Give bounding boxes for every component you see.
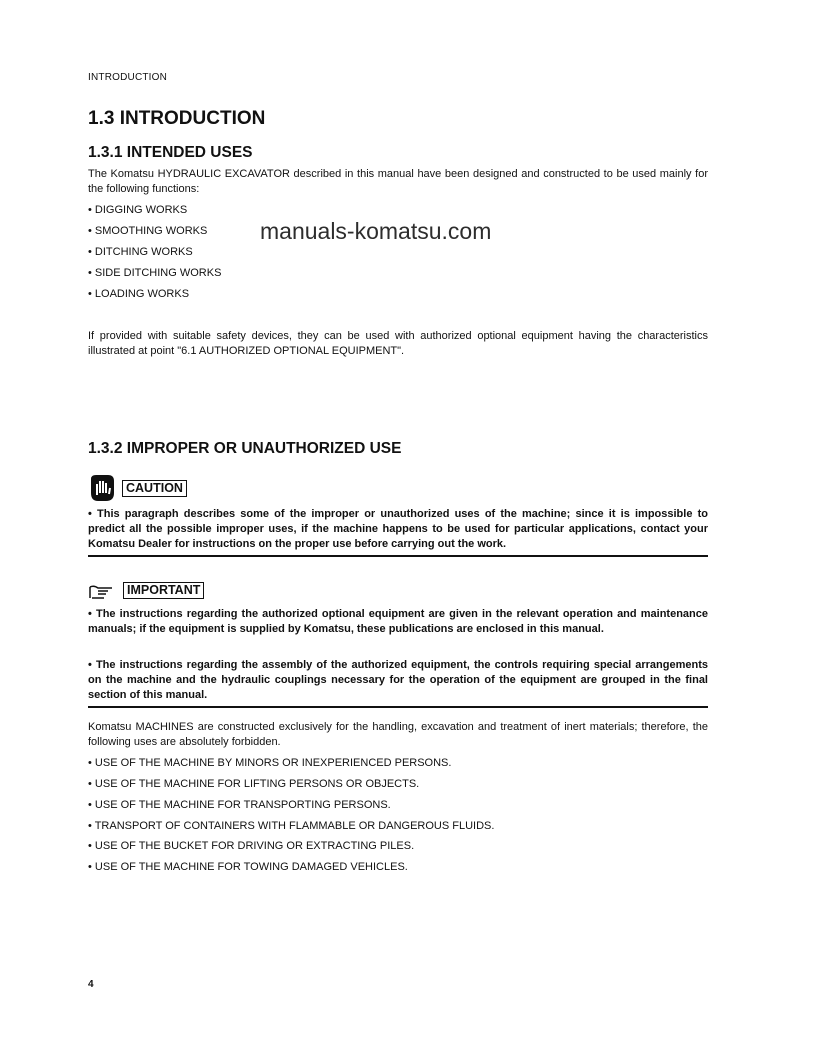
list-item: • LOADING WORKS — [88, 288, 190, 300]
intended-intro: The Komatsu HYDRAULIC EXCAVATOR described in this manual have been designed and constructed to be used mainly for the following functions: — [88, 168, 708, 195]
forbidden-item: • TRANSPORT OF CONTAINERS WITH FLAMMABLE OR DANGEROUS FLUIDS. — [88, 820, 495, 832]
list-item: • DIGGING WORKS — [88, 204, 188, 216]
running-header: INTRODUCTION — [88, 72, 168, 83]
important-label: IMPORTANT — [123, 582, 204, 599]
section-title: 1.3 INTRODUCTION — [88, 108, 266, 129]
divider — [88, 706, 708, 708]
important-heading — [88, 582, 204, 599]
page-number: 4 — [88, 979, 94, 990]
caution-text: • This paragraph describes some of the improper or unauthorized uses of the machine; since it is impossible to predict all the possible improper uses, if the machine happens to be used for particular applications, contact your Komatsu Dealer for instructions on the proper use before carrying out the work. — [88, 508, 708, 550]
list-item: • SMOOTHING WORKS — [88, 225, 208, 237]
optional-equipment-note: If provided with suitable safety devices, they can be used with authorized optional equipment having the characteristics illustrated at point "6.1 AUTHORIZED OPTIONAL EQUIPMENT". — [88, 330, 708, 357]
important-item: • The instructions regarding the assembly of the authorized equipment, the controls requiring special arrangements on the machine and the hydraulic couplings necessary for the operation of the equipment are grouped in the final section of this manual. — [88, 659, 708, 701]
hand-stop-icon — [88, 475, 118, 501]
caution-label: CAUTION — [122, 480, 187, 497]
forbidden-item: • USE OF THE MACHINE BY MINORS OR INEXPERIENCED PERSONS. — [88, 757, 452, 769]
watermark: manuals-komatsu.com — [260, 218, 492, 244]
subsection-title-intended-uses: 1.3.1 INTENDED USES — [88, 144, 253, 161]
list-item: • DITCHING WORKS — [88, 246, 193, 258]
divider — [88, 555, 708, 557]
caution-heading — [88, 475, 187, 501]
subsection-title-improper-use: 1.3.2 IMPROPER OR UNAUTHORIZED USE — [88, 440, 402, 457]
list-item: • SIDE DITCHING WORKS — [88, 267, 222, 279]
important-item: • The instructions regarding the authorized optional equipment are given in the relevant operation and maintenance manuals; if the equipment is supplied by Komatsu, these publications are enclosed in this manual. — [88, 608, 708, 635]
forbidden-item: • USE OF THE MACHINE FOR TRANSPORTING PERSONS. — [88, 799, 391, 811]
forbidden-intro: Komatsu MACHINES are constructed exclusively for the handling, excavation and treatment of inert materials; therefore, the following uses are absolutely forbidden. — [88, 721, 708, 748]
forbidden-item: • USE OF THE BUCKET FOR DRIVING OR EXTRACTING PILES. — [88, 840, 415, 852]
forbidden-item: • USE OF THE MACHINE FOR LIFTING PERSONS OR OBJECTS. — [88, 778, 420, 790]
pointing-hand-icon — [88, 583, 118, 599]
forbidden-item: • USE OF THE MACHINE FOR TOWING DAMAGED VEHICLES. — [88, 861, 408, 873]
